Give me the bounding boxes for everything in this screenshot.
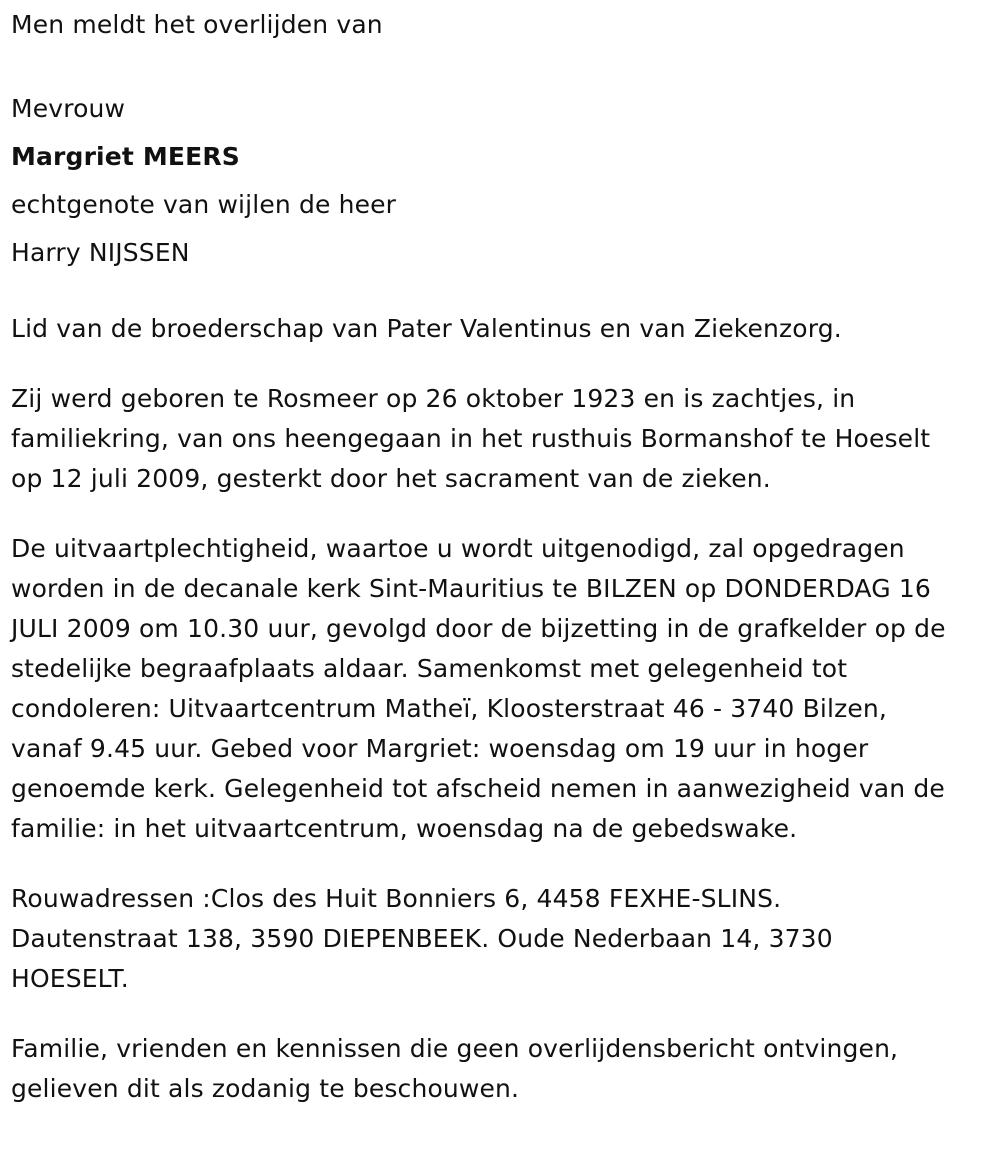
addresses-paragraph — [11, 879, 980, 999]
address-line: HOESELT. — [11, 964, 129, 993]
intro-text: Men meldt het overlijden van — [11, 10, 383, 39]
birth-death-paragraph — [11, 379, 980, 499]
salutation: Mevrouw — [11, 94, 126, 123]
address-line: Dautenstraat 138, 3590 DIEPENBEEK. Oude Nederbaan 14, 3730 — [11, 924, 833, 953]
paragraph-line: condoleren: Uitvaartcentrum Matheï, Kloosterstraat 46 - 3740 Bilzen, — [11, 694, 887, 723]
membership-text: Lid van de broederschap van Pater Valentinus en van Ziekenzorg. — [11, 314, 842, 343]
paragraph-line: worden in de decanale kerk Sint-Mauritius te BILZEN op DONDERDAG 16 — [11, 574, 931, 603]
paragraph-line: vanaf 9.45 uur. Gebed voor Margriet: woensdag om 19 uur in hoger — [11, 734, 869, 763]
paragraph-line: JULI 2009 om 10.30 uur, gevolgd door de bijzetting in de grafkelder op de — [11, 614, 946, 643]
name-block — [11, 85, 980, 277]
paragraph-line: familie: in het uitvaartcentrum, woensdag na de gebedswake. — [11, 814, 798, 843]
deceased-name: Margriet MEERS — [11, 142, 240, 171]
funeral-paragraph — [11, 529, 980, 849]
relation-text: echtgenote van wijlen de heer — [11, 190, 397, 219]
paragraph-line: Zij werd geboren te Rosmeer op 26 oktober 1923 en is zachtjes, in — [11, 384, 856, 413]
paragraph-line: De uitvaartplechtigheid, waartoe u wordt uitgenodigd, zal opgedragen — [11, 534, 905, 563]
paragraph-line: Familie, vrienden en kennissen die geen overlijdensbericht ontvingen, — [11, 1034, 899, 1063]
paragraph-line: stedelijke begraafplaats aldaar. Samenkomst met gelegenheid tot — [11, 654, 848, 683]
address-line: Rouwadressen :Clos des Huit Bonniers 6, 4458 FEXHE-SLINS. — [11, 884, 782, 913]
membership-paragraph — [11, 309, 980, 349]
paragraph-line: op 12 juli 2009, gesterkt door het sacrament van de zieken. — [11, 464, 771, 493]
paragraph-line: gelieven dit als zodanig te beschouwen. — [11, 1074, 520, 1103]
paragraph-line: genoemde kerk. Gelegenheid tot afscheid nemen in aanwezigheid van de — [11, 774, 945, 803]
paragraph-line: familiekring, van ons heengegaan in het rusthuis Bormanshof te Hoeselt — [11, 424, 931, 453]
spouse-name: Harry NIJSSEN — [11, 238, 190, 267]
closing-paragraph — [11, 1029, 980, 1109]
